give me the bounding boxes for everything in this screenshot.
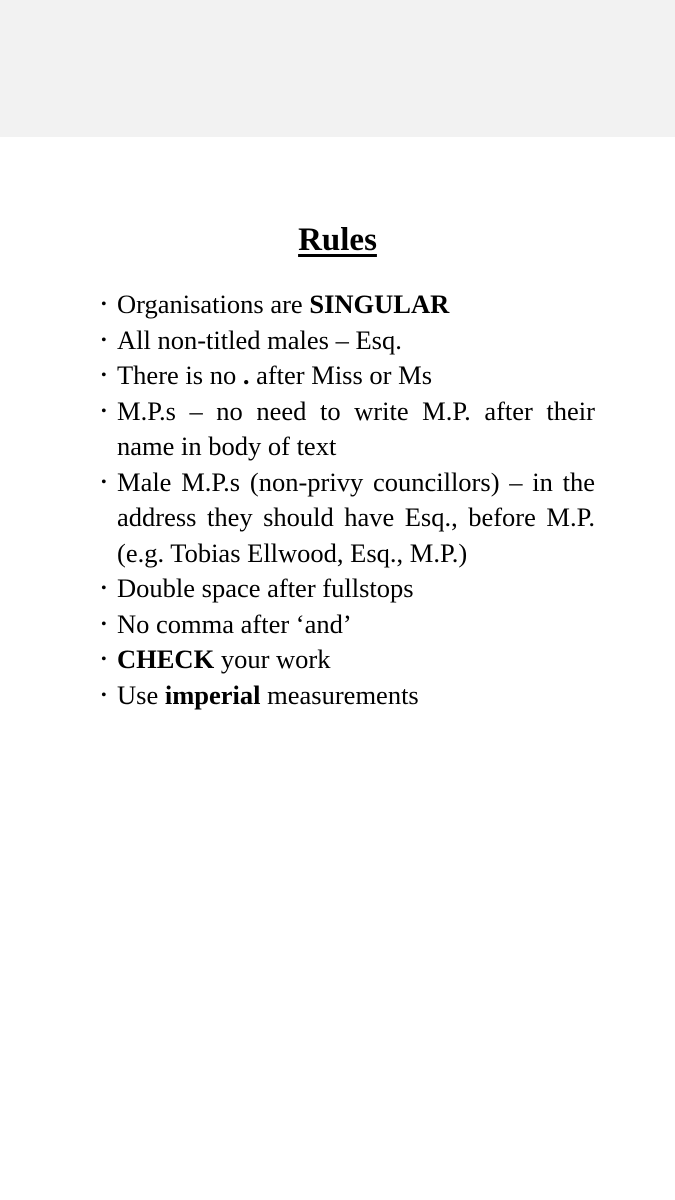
bullet-icon: • <box>101 331 107 349</box>
page-title: Rules <box>298 222 377 258</box>
rule-text: Double space after fullstops <box>117 573 414 603</box>
rule-item <box>101 287 595 323</box>
bullet-icon: • <box>101 615 107 633</box>
rule-text: Male M.P.s (non-privy councillors) – in the address they should have Esq., before M.P. (e.g. Tobias Ellwood, Esq., M.P.) <box>117 466 595 568</box>
rule-text: measurements <box>260 679 419 710</box>
rule-text: There is no <box>117 360 243 390</box>
bullet-icon: • <box>101 296 107 313</box>
rule-text: No comma after ‘and’ <box>117 608 352 639</box>
rule-item <box>101 607 595 643</box>
bullet-icon: • <box>101 402 107 420</box>
bullet-icon: • <box>101 473 107 491</box>
rule-item <box>101 394 595 465</box>
top-bar <box>0 0 675 137</box>
rule-text: All non-titled males – Esq. <box>117 324 402 355</box>
bullet-icon: • <box>101 367 107 384</box>
rule-item <box>101 642 595 678</box>
rule-emphasis: imperial <box>164 679 261 710</box>
rule-item <box>101 678 595 714</box>
rules-list <box>101 287 595 713</box>
bullet-icon: • <box>101 651 107 668</box>
rule-text: your work <box>214 644 331 674</box>
rule-item <box>101 465 595 572</box>
bullet-icon: • <box>101 580 107 597</box>
rule-emphasis: CHECK <box>117 644 215 674</box>
rule-item <box>101 571 595 607</box>
rule-emphasis: SINGULAR <box>309 289 450 319</box>
rule-text: Use <box>117 679 165 710</box>
rule-text: M.P.s – no need to write M.P. after their name in body of text <box>117 395 595 461</box>
document-page <box>0 137 675 1200</box>
rule-item <box>101 358 595 394</box>
bullet-icon: • <box>101 686 107 704</box>
rule-text: after Miss or Ms <box>249 360 433 390</box>
rule-item <box>101 323 595 359</box>
rule-emphasis: . <box>242 360 250 390</box>
rule-text: Organisations are <box>117 289 310 319</box>
